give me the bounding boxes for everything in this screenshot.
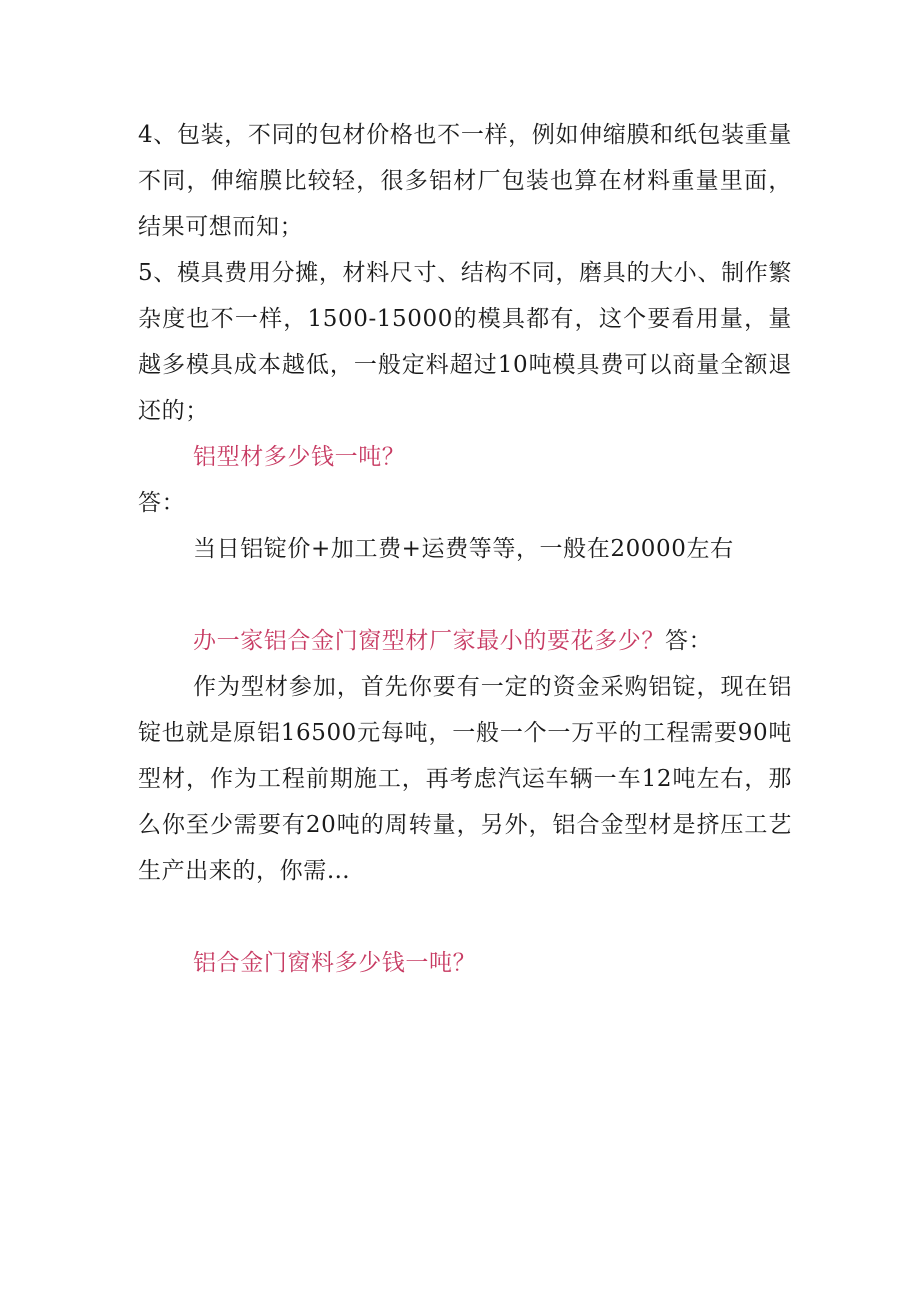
paragraph-mold-cost: 5、模具费用分摊，材料尺寸、结构不同，磨具的大小、制作繁杂度也不一样，1500-15000的模具都有，这个要看用量，量越多模具成本越低，一般定料超过10吨模具费可以商量全额退还的；: [138, 260, 792, 424]
document-body: [138, 112, 792, 986]
paragraph-spacer: [138, 894, 792, 940]
answer-factory-cost: 作为型材参加，首先你要有一定的资金采购铝锭，现在铝锭也就是原铝16500元每吨，一般一个一万平的工程需要90吨型材，作为工程前期施工，再考虑汽运车辆一车12吨左右，那么你至少需要有20吨的周转量，另外，铝合金型材是挤压工艺生产出来的，你需…: [138, 674, 792, 884]
answer-label-inline: 答：: [665, 628, 713, 654]
question-heading-factory-cost: [138, 618, 792, 664]
answer-label: 答：: [138, 490, 186, 516]
paragraph-spacer: [138, 572, 792, 618]
answer-price-per-ton: 当日铝锭价+加工费+运费等等，一般在20000左右: [193, 536, 734, 562]
paragraph-packaging: 4、包装，不同的包材价格也不一样，例如伸缩膜和纸包装重量不同，伸缩膜比较轻，很多铝材厂包装也算在材料重量里面，结果可想而知；: [138, 122, 792, 240]
question-heading-factory-cost-text: 办一家铝合金门窗型材厂家最小的要花多少？: [193, 628, 665, 654]
question-heading-window-material-price: 铝合金门窗料多少钱一吨？: [193, 950, 477, 976]
question-heading-price-per-ton: 铝型材多少钱一吨？: [193, 444, 406, 470]
